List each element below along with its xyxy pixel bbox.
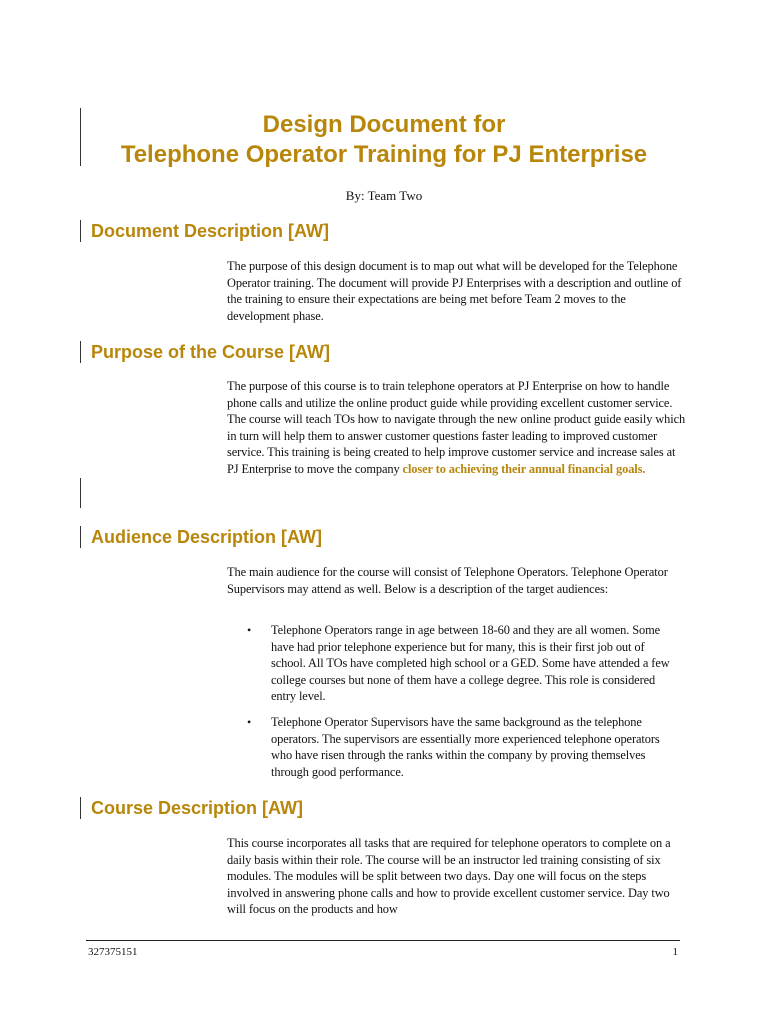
bullet-text: Telephone Operator Supervisors have the same background as the telephone operators. The supervisors are essentially more experienced telephone operators who have risen through the ranks within the company by proving themselves through good performance.	[271, 714, 660, 779]
purpose-text: The purpose of this course is to train telephone operators at PJ Enterprise on how to handle phone calls and utilize the online product guide while providing excellent customer service. The course will teach TOs how to navigate through the new online product guide easily which in turn will help them to answer customer questions faster leading to improved customer service. This training is being created to help improve customer service and increase sales at PJ Enterprise to move the company	[227, 379, 686, 476]
change-bar-section-3	[80, 526, 81, 548]
section-heading-audience: Audience Description [AW]	[91, 527, 323, 547]
list-item	[227, 714, 682, 780]
section-paragraph-audience: The main audience for the course will consist of Telephone Operators. Telephone Operator Supervisors may attend as well. Below is a description of the target audiences:	[227, 565, 668, 596]
change-bar-section-2	[80, 341, 81, 363]
section-paragraph-purpose	[227, 378, 687, 478]
change-bar-paragraph-2	[80, 478, 81, 508]
document-byline: By: Team Two	[345, 188, 423, 203]
section-heading-course-description: Course Description [AW]	[91, 798, 304, 818]
document-title-line-1: Design Document for	[262, 111, 506, 138]
footer-divider	[86, 940, 680, 941]
bullet-icon: •	[247, 623, 252, 637]
bullet-icon: •	[247, 714, 252, 729]
section-paragraph-course-description: This course incorporates all tasks that are required for telephone operators to complete on a daily basis within their role. The course will be an instructor led training consisting of six modules. The modules will be split between two days. Day one will focus on the steps involved in answering phone calls and how to provide excellent customer service. Day two will focus on the products and how	[227, 836, 671, 917]
audience-bullet-list	[227, 622, 682, 789]
change-bar-section-4	[80, 797, 81, 819]
section-heading-document-description: Document Description [AW]	[91, 221, 330, 241]
list-item	[227, 622, 682, 705]
section-heading-purpose: Purpose of the Course [AW]	[91, 342, 331, 362]
purpose-highlight-text: closer to achieving their annual financial goals.	[402, 461, 646, 476]
footer-page-number: 1	[672, 946, 678, 958]
section-paragraph-document-description: The purpose of this design document is to map out what will be developed for the Telephone Operator training. The document will provide PJ Enterprises with a description and outline of the training to ensure their expectations are being met before Team 2 moves to the development phase.	[227, 259, 682, 323]
footer-document-id: 327375151	[88, 946, 138, 958]
change-bar-section-1	[80, 220, 81, 242]
document-title-line-2: Telephone Operator Training for PJ Enterprise	[120, 141, 648, 168]
bullet-text: Telephone Operators range in age between 18-60 and they are all women. Some have had prior telephone experience but for many, this is their first job out of school. All TOs have completed high school or a GED. Some have attended a few college courses but none of them have a college degree. This role is considered entry level.	[271, 623, 670, 704]
